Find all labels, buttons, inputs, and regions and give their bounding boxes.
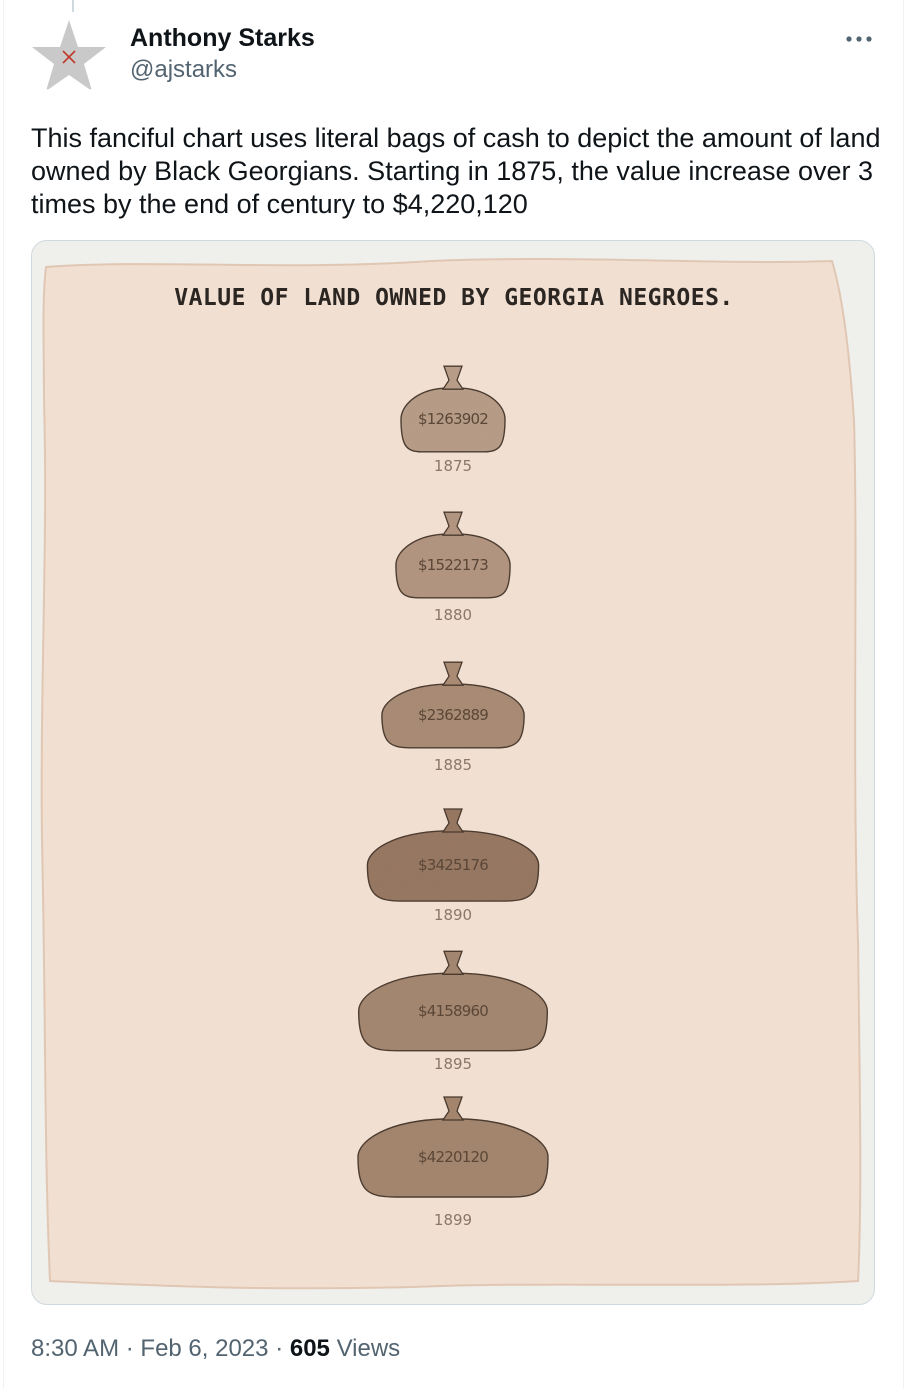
meta-separator: · xyxy=(125,1335,134,1362)
chart-title: VALUE OF LAND OWNED BY GEORGIA NEGROES. xyxy=(174,285,734,311)
tweet-meta xyxy=(31,1333,400,1365)
bag-value-label: $4220120 xyxy=(418,1148,488,1166)
tweet-time[interactable]: 8:30 AM xyxy=(31,1335,120,1362)
star-icon xyxy=(30,18,108,96)
tweet-date[interactable]: Feb 6, 2023 xyxy=(140,1335,269,1362)
chart xyxy=(32,241,874,1304)
bag-year-label: 1890 xyxy=(433,906,473,924)
display-name[interactable]: Anthony Starks xyxy=(130,24,315,52)
more-dots-icon xyxy=(845,35,873,43)
thread-line xyxy=(72,0,74,12)
bag-value-label: $2362889 xyxy=(418,706,488,724)
more-options-button[interactable] xyxy=(836,22,882,56)
tweet-media-image[interactable] xyxy=(31,240,875,1305)
bag-year-label: 1885 xyxy=(433,756,473,774)
bag-value-label: $1263902 xyxy=(418,410,488,428)
bag-value-label: $4158960 xyxy=(418,1002,488,1020)
views-count: 605 xyxy=(289,1335,330,1362)
avatar[interactable] xyxy=(30,18,108,96)
views-label: Views xyxy=(336,1335,401,1362)
bag-year-label: 1880 xyxy=(433,606,473,624)
bag-value-label: $3425176 xyxy=(418,856,488,874)
user-handle[interactable]: @ajstarks xyxy=(130,56,238,83)
meta-separator: · xyxy=(275,1335,284,1362)
bag-year-label: 1899 xyxy=(433,1211,473,1229)
bag-value-label: $1522173 xyxy=(418,556,488,574)
bag-year-label: 1895 xyxy=(433,1055,473,1073)
author-block xyxy=(130,22,315,86)
tweet-text: This fanciful chart uses literal bags of cash to depict the amount of land owned by Black Georgians. Starting in 1875, the value increase over 3 times by the end of century to $4,220,120 xyxy=(31,123,881,219)
bag-year-label: 1875 xyxy=(433,457,473,475)
